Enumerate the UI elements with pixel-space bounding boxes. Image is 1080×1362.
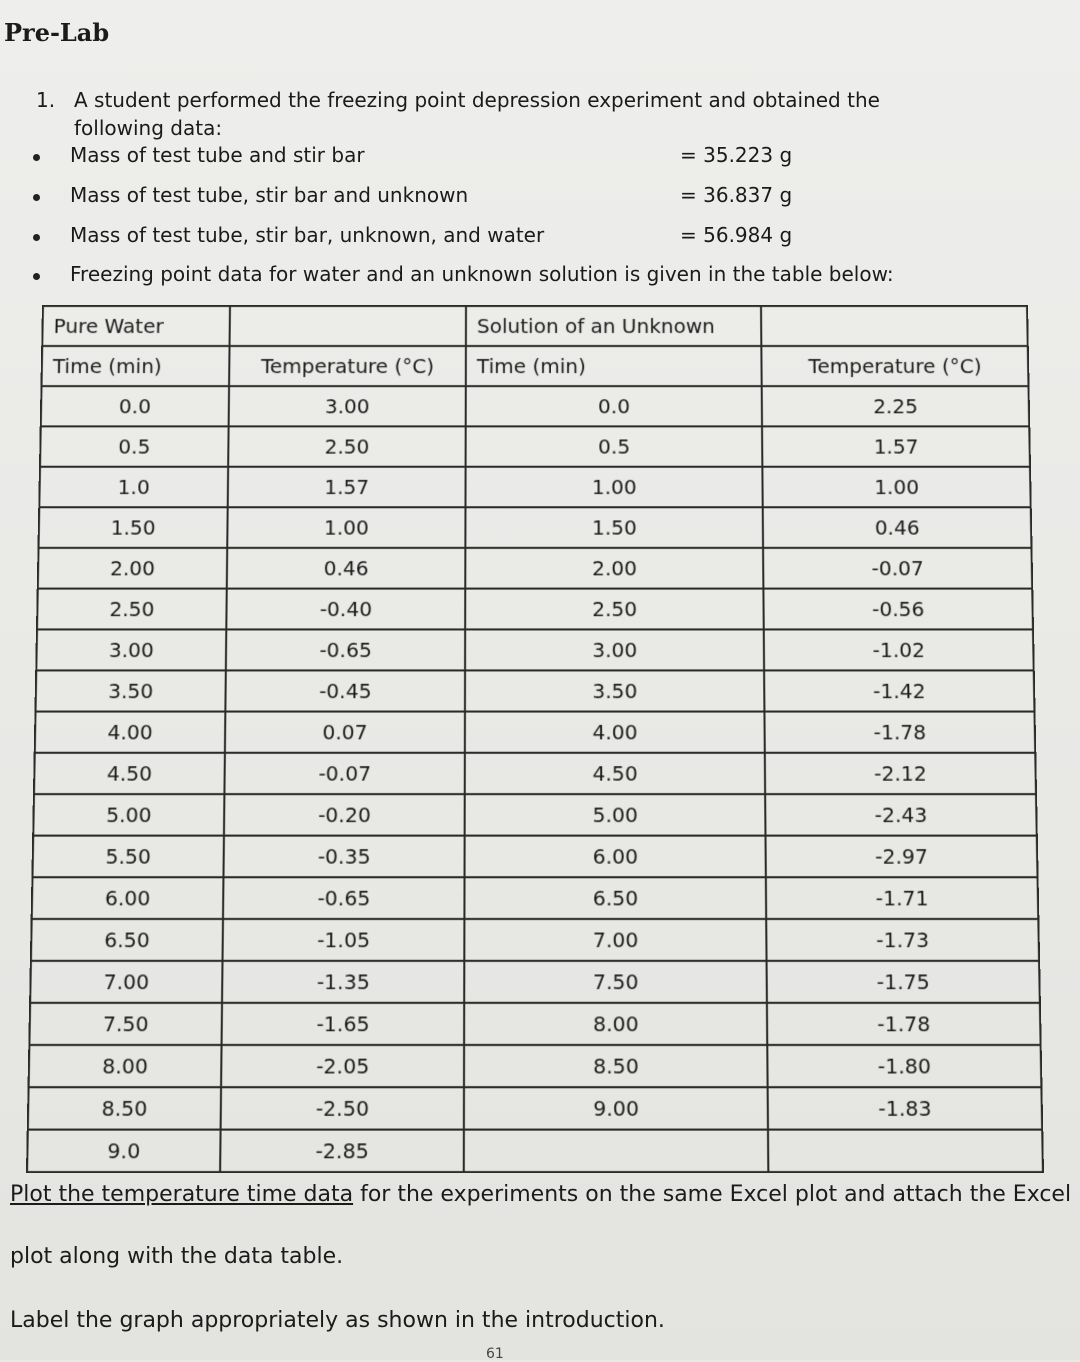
bullet-item <box>0 262 1080 292</box>
bullet-icon <box>33 234 40 241</box>
table-cell: 0.5 <box>40 426 229 466</box>
table-row <box>29 1045 1042 1087</box>
table-cell: 6.50 <box>465 877 767 919</box>
table-row <box>39 467 1030 507</box>
bullet-label: Mass of test tube, stir bar, unknown, and water <box>70 223 545 247</box>
table-cell: -2.97 <box>766 836 1038 878</box>
table-cell: 2.50 <box>465 589 764 630</box>
table-row <box>29 1003 1040 1045</box>
group-header-cell <box>761 306 1027 346</box>
table-cell: -1.71 <box>766 877 1038 919</box>
table-cell: 2.00 <box>465 548 763 589</box>
freezing-point-table <box>26 305 1044 1173</box>
table-row <box>37 589 1033 630</box>
table-row <box>40 426 1030 466</box>
table-cell: -1.78 <box>765 712 1036 753</box>
bullet-item <box>0 223 1080 253</box>
table-cell: 4.50 <box>465 753 766 794</box>
table-cell: -2.85 <box>220 1130 464 1173</box>
table-cell: 0.07 <box>225 712 465 753</box>
table-cell: -1.65 <box>222 1003 465 1045</box>
table-row <box>36 629 1033 670</box>
table-cell: 1.0 <box>39 467 228 507</box>
table-cell: 9.00 <box>464 1087 768 1129</box>
table-cell: -0.45 <box>225 670 465 711</box>
instruction-rest: for the experiments on the same Excel plot and attach the Excel <box>353 1182 1072 1207</box>
table-cell: -2.05 <box>221 1045 464 1087</box>
group-header-cell: Pure Water <box>42 306 230 346</box>
table-cell: 5.00 <box>33 794 224 835</box>
instruction-line-3: Label the graph appropriately as shown in the introduction. <box>10 1308 665 1333</box>
table-cell: 3.00 <box>229 386 466 426</box>
table-cell: 4.00 <box>35 712 226 753</box>
table-cell <box>464 1130 769 1173</box>
group-header-cell <box>229 306 466 346</box>
table-cell: 1.00 <box>227 507 465 548</box>
table-row <box>33 794 1037 835</box>
table-cell: -0.65 <box>226 629 465 670</box>
table-cell: -2.12 <box>765 753 1036 794</box>
table-row <box>34 753 1036 794</box>
question-text: A student performed the freezing point depression experiment and obtained the following data: <box>74 88 880 140</box>
table-cell: -0.56 <box>764 589 1033 630</box>
table-cell: 7.50 <box>29 1003 222 1045</box>
table-cell: 5.50 <box>32 836 223 878</box>
table-cell: 8.50 <box>28 1087 221 1129</box>
column-header-row <box>42 346 1029 386</box>
column-header: Time (min) <box>466 346 762 386</box>
table-cell: 0.46 <box>763 507 1031 548</box>
table-cell: 3.00 <box>465 629 764 670</box>
table-cell: -1.42 <box>764 670 1034 711</box>
table-cell: 4.50 <box>34 753 225 794</box>
table-cell: 1.57 <box>762 426 1030 466</box>
table-cell: 2.00 <box>38 548 227 589</box>
table-cell: 0.5 <box>466 426 763 466</box>
table-row <box>39 507 1032 548</box>
table-cell: 7.00 <box>30 961 222 1003</box>
table-row <box>30 961 1040 1003</box>
table-row <box>38 548 1032 589</box>
table-cell: 8.50 <box>464 1045 768 1087</box>
table-cell: -1.75 <box>767 961 1040 1003</box>
table-cell: -0.65 <box>223 877 465 919</box>
table-cell: -1.05 <box>222 919 464 961</box>
table-cell: -1.35 <box>222 961 464 1003</box>
bullet-label: Mass of test tube, stir bar and unknown <box>70 183 469 207</box>
table-row <box>41 386 1029 426</box>
bullet-value: = 35.223 g <box>680 143 793 167</box>
instruction-line-2: plot along with the data table. <box>10 1244 344 1269</box>
bullet-item <box>0 143 1080 173</box>
group-header-cell: Solution of an Unknown <box>466 306 762 346</box>
table-cell: -1.83 <box>768 1087 1042 1129</box>
table-cell: -0.40 <box>226 589 465 630</box>
table-cell: 2.50 <box>228 426 466 466</box>
table-cell: 0.46 <box>227 548 466 589</box>
bullet-icon <box>33 154 40 161</box>
bullet-icon <box>33 194 40 201</box>
table-cell: -0.20 <box>224 794 465 835</box>
table-row <box>28 1087 1042 1129</box>
column-header: Temperature (°C) <box>229 346 466 386</box>
table-cell: -0.35 <box>223 836 464 878</box>
table-cell: 4.00 <box>465 712 765 753</box>
table-cell: 9.0 <box>27 1130 221 1173</box>
table-cell: 6.50 <box>31 919 223 961</box>
page-title: Pre-Lab <box>4 18 110 47</box>
bullet-value: = 36.837 g <box>680 183 793 207</box>
table-cell: -1.73 <box>766 919 1039 961</box>
table-row <box>27 1130 1043 1173</box>
table-cell: 6.00 <box>465 836 767 878</box>
table-cell <box>768 1130 1043 1173</box>
column-header: Temperature (°C) <box>762 346 1029 386</box>
table-cell: 6.00 <box>32 877 224 919</box>
table-cell: 2.25 <box>762 386 1029 426</box>
table-cell: 1.00 <box>466 467 763 507</box>
table-cell: 1.50 <box>465 507 763 548</box>
instruction-underlined: Plot the temperature time data <box>10 1182 354 1207</box>
group-header-row <box>42 306 1028 346</box>
bullet-value: = 56.984 g <box>680 223 793 247</box>
table-cell: -2.43 <box>765 794 1036 835</box>
table-cell: 0.0 <box>41 386 229 426</box>
table-cell: 7.50 <box>464 961 767 1003</box>
table-cell: 8.00 <box>29 1045 222 1087</box>
table-row <box>32 877 1039 919</box>
instruction-line-1 <box>10 1180 1080 1210</box>
table-cell: -0.07 <box>224 753 465 794</box>
table-row <box>35 712 1035 753</box>
table-row <box>36 670 1035 711</box>
bullet-label: Mass of test tube and stir bar <box>70 143 365 167</box>
table-cell: 3.00 <box>36 629 226 670</box>
table-cell: 1.57 <box>228 467 466 507</box>
table-cell: 3.50 <box>36 670 226 711</box>
bullet-icon <box>33 273 40 280</box>
table-cell: 8.00 <box>464 1003 767 1045</box>
table-row <box>32 836 1037 878</box>
table-row <box>31 919 1039 961</box>
table-cell: -1.02 <box>764 629 1034 670</box>
table-cell: -1.78 <box>767 1003 1040 1045</box>
table-cell: 1.50 <box>39 507 228 548</box>
page-number: 61 <box>486 1346 504 1362</box>
table-cell: 0.0 <box>466 386 763 426</box>
table-cell: 3.50 <box>465 670 765 711</box>
table-cell: 5.00 <box>465 794 766 835</box>
column-header: Time (min) <box>42 346 230 386</box>
table-cell: 7.00 <box>464 919 766 961</box>
question-number: 1. <box>36 88 56 112</box>
table-cell: -1.80 <box>768 1045 1042 1087</box>
table-cell: 2.50 <box>37 589 227 630</box>
bullet-label: Freezing point data for water and an unknown solution is given in the table below: <box>70 262 894 286</box>
bullet-item <box>0 183 1080 213</box>
table-cell: 1.00 <box>763 467 1031 507</box>
table-cell: -2.50 <box>221 1087 465 1129</box>
table-cell: -0.07 <box>763 548 1032 589</box>
